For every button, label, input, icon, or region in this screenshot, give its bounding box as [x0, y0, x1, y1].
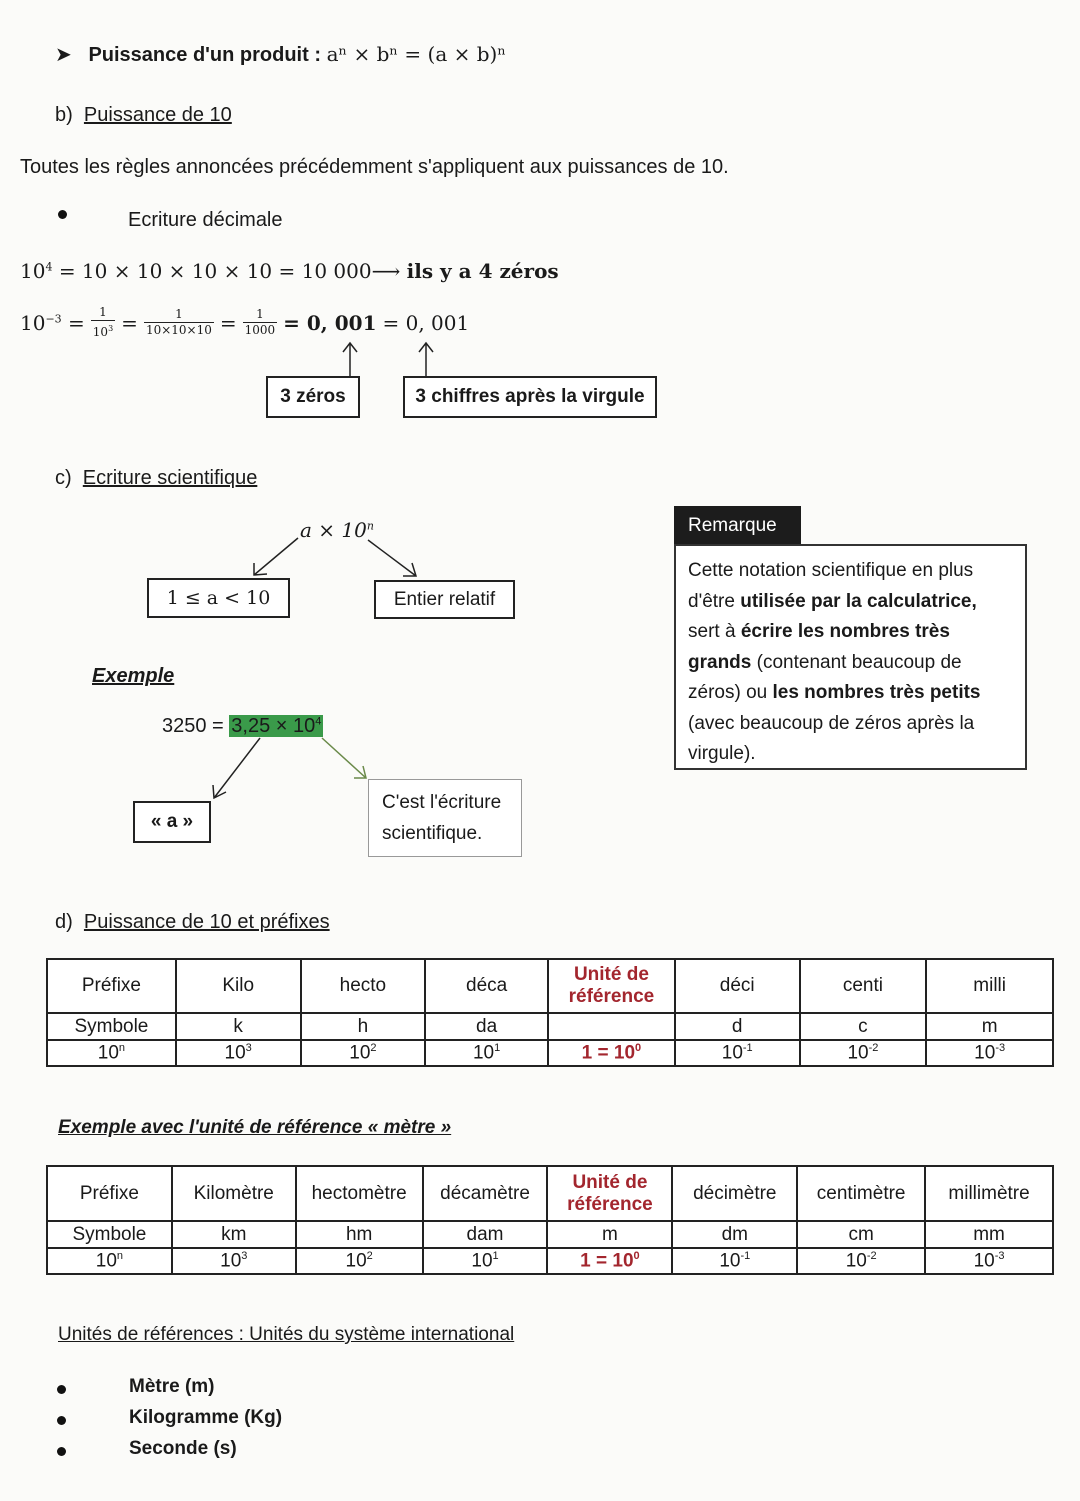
power-exponent: 0 — [633, 1249, 640, 1262]
fraction-2: $\frac{1}{10\times 10\times 10}$ — [145, 307, 212, 337]
relative-integer-box: Entier relatif — [374, 580, 515, 619]
power-exponent: -2 — [868, 1041, 879, 1054]
symbol-cell: d — [675, 1013, 800, 1040]
power-base: 10 — [721, 1042, 743, 1064]
prefix-table — [46, 958, 1054, 1067]
section-d-heading: d) Puissance de 10 et préfixes — [55, 911, 330, 933]
header-cell: hectomètre — [296, 1166, 423, 1221]
power-base: 10 — [471, 1250, 493, 1272]
symbol-cell: m — [547, 1221, 672, 1248]
power-exponent: 1 — [492, 1249, 499, 1262]
power-base: 10 — [349, 1042, 371, 1064]
power-base: 10 — [97, 1042, 119, 1064]
header-cell: centimètre — [797, 1166, 925, 1221]
power-exponent: -2 — [866, 1249, 877, 1262]
example-equation: $3250 = 3,25 \times 10^4$ — [162, 715, 322, 737]
power-exponent: -1 — [742, 1041, 753, 1054]
power-cell — [47, 1040, 176, 1066]
fraction-1: $\frac{1}{10^3}$ — [92, 305, 114, 339]
meter-table — [46, 1165, 1054, 1275]
equation-10-power-4: $10^4 = 10 \times 10 \times 10 \times 10 = 10$ 000⟶ ils y a 4 zéros — [20, 259, 559, 283]
power-exponent: n — [118, 1041, 126, 1054]
up-arrow-icon — [343, 343, 357, 376]
power-base: 10 — [95, 1250, 117, 1272]
table-row — [47, 1013, 1053, 1040]
symbol-cell: k — [176, 1013, 301, 1040]
symbol-cell: Symbole — [47, 1013, 176, 1040]
arrow-to-scientific-icon — [322, 738, 366, 778]
table-row — [47, 959, 1053, 1013]
power-exponent: -3 — [994, 1249, 1005, 1262]
equation-10-power-minus-3: $10^{-3}$ = $\frac{1}{10^3}$ = $\frac{1}{10\times 10\times 10}$ = $\frac{1}{1000}$ = 0, 001 = 0, 001 — [20, 305, 470, 339]
bullet-icon — [57, 1447, 66, 1456]
header-cell: décamètre — [423, 1166, 548, 1221]
power-base: 10 — [345, 1250, 367, 1272]
symbol-cell — [548, 1013, 675, 1040]
arrow-right-icon — [368, 540, 416, 576]
meter-example-title: Exemple avec l'unité de référence « mètre » — [58, 1117, 452, 1138]
table-row — [47, 1248, 1053, 1274]
header-cell: Unité de référence — [547, 1166, 672, 1221]
header-cell: centi — [800, 959, 927, 1013]
power-exponent: 1 — [494, 1041, 501, 1054]
power-cell — [425, 1040, 548, 1066]
header-cell: Kilo — [176, 959, 301, 1013]
power-base: 10 — [973, 1250, 995, 1272]
header-cell: Préfixe — [47, 959, 176, 1013]
symbol-cell: hm — [296, 1221, 423, 1248]
symbol-cell: da — [425, 1013, 548, 1040]
symbol-cell: m — [926, 1013, 1053, 1040]
power-base: 1 = 10 — [581, 1042, 636, 1064]
arrow-bullet-icon: ➤ — [55, 44, 72, 66]
power-cell — [800, 1040, 927, 1066]
symbol-cell: Symbole — [47, 1221, 172, 1248]
power-cell — [548, 1040, 675, 1066]
symbol-cell: dam — [423, 1221, 548, 1248]
header-cell: déci — [675, 959, 800, 1013]
scientific-note-box: C'est l'écriture scientifique. — [368, 779, 522, 857]
power-base: 10 — [974, 1042, 996, 1064]
table-row — [47, 1221, 1053, 1248]
power-base: 10 — [472, 1042, 495, 1064]
power-cell — [925, 1248, 1053, 1274]
up-arrow-icon — [419, 343, 433, 376]
header-cell: millimètre — [925, 1166, 1053, 1221]
power-exponent: 3 — [245, 1041, 252, 1054]
power-exponent: 2 — [370, 1041, 377, 1054]
section-c-heading: c) Ecriture scientifique — [55, 467, 258, 489]
power-cell — [172, 1248, 296, 1274]
header-cell: milli — [926, 959, 1053, 1013]
power-base: 10 — [220, 1250, 242, 1272]
bullet-icon — [57, 1385, 66, 1394]
power-exponent: 0 — [635, 1041, 642, 1054]
three-digits-box: 3 chiffres après la virgule — [403, 376, 657, 418]
power-cell — [423, 1248, 548, 1274]
table-row — [47, 1040, 1053, 1066]
section-b-intro: Toutes les règles annoncées précédemment s'appliquent aux puissances de 10. — [20, 156, 729, 178]
si-unit-item: Kilogramme (Kg) — [129, 1407, 283, 1428]
remark-box: Cette notation scientifique en plus d'être utilisée par la calculatrice, sert à écrire les nombres très grands (contenant beaucoup de zéros) ou les nombres très petits (avec beaucoup de zéros après la virgule). — [674, 544, 1027, 770]
a-box: « a » — [133, 801, 211, 843]
power-base: 10 — [719, 1250, 741, 1272]
power-cell — [926, 1040, 1053, 1066]
section-b-heading: b) Puissance de 10 — [55, 104, 232, 126]
si-unit-item: Mètre (m) — [129, 1376, 215, 1397]
power-base: 1 = 10 — [580, 1250, 634, 1272]
symbol-cell: mm — [925, 1221, 1053, 1248]
header-cell: Unité de référence — [548, 959, 675, 1013]
header-cell: Kilomètre — [172, 1166, 296, 1221]
right-arrow-icon: ⟶ — [371, 259, 401, 283]
header-cell: décimètre — [672, 1166, 797, 1221]
power-base: 10 — [845, 1250, 867, 1272]
scientific-highlight: $3,25 \times 10^4$ — [231, 715, 322, 737]
power-cell — [672, 1248, 797, 1274]
power-exponent: n — [116, 1249, 124, 1262]
symbol-cell: km — [172, 1221, 296, 1248]
bullet-icon — [57, 1416, 66, 1425]
symbol-cell: h — [301, 1013, 426, 1040]
power-cell — [301, 1040, 426, 1066]
power-cell — [547, 1248, 672, 1274]
three-zeros-box: 3 zéros — [266, 376, 360, 418]
symbol-cell: cm — [797, 1221, 925, 1248]
power-cell — [296, 1248, 423, 1274]
si-unit-item: Seconde (s) — [129, 1438, 237, 1459]
power-exponent: -3 — [995, 1041, 1006, 1054]
power-exponent: -1 — [740, 1249, 751, 1262]
fraction-3: $\frac{1}{1000}$ — [244, 307, 276, 337]
power-exponent: 3 — [241, 1249, 248, 1262]
power-cell — [797, 1248, 925, 1274]
si-units-title: Unités de références : Unités du système international — [58, 1324, 515, 1345]
power-base: 10 — [847, 1042, 869, 1064]
power-cell — [675, 1040, 800, 1066]
header-cell: déca — [425, 959, 548, 1013]
range-box: 1 ≤ a < 10 — [147, 578, 290, 618]
symbol-cell: c — [800, 1013, 927, 1040]
table-row — [47, 1166, 1053, 1221]
power-product-rule: ➤ Puissance d'un produit : aⁿ × bⁿ = (a × b)ⁿ — [55, 42, 506, 66]
power-cell — [47, 1248, 172, 1274]
remark-title: Remarque — [674, 506, 801, 546]
header-cell: hecto — [301, 959, 426, 1013]
example-label: Exemple — [92, 665, 175, 687]
decimal-writing-label: Ecriture décimale — [128, 209, 283, 231]
power-exponent: 2 — [366, 1249, 373, 1262]
scientific-formula: $a \times 10^n$ — [300, 518, 374, 542]
header-cell: Préfixe — [47, 1166, 172, 1221]
arrow-left-icon — [254, 538, 298, 575]
symbol-cell: dm — [672, 1221, 797, 1248]
arrow-to-a-icon — [213, 738, 260, 798]
power-base: 10 — [224, 1042, 246, 1064]
power-cell — [176, 1040, 301, 1066]
